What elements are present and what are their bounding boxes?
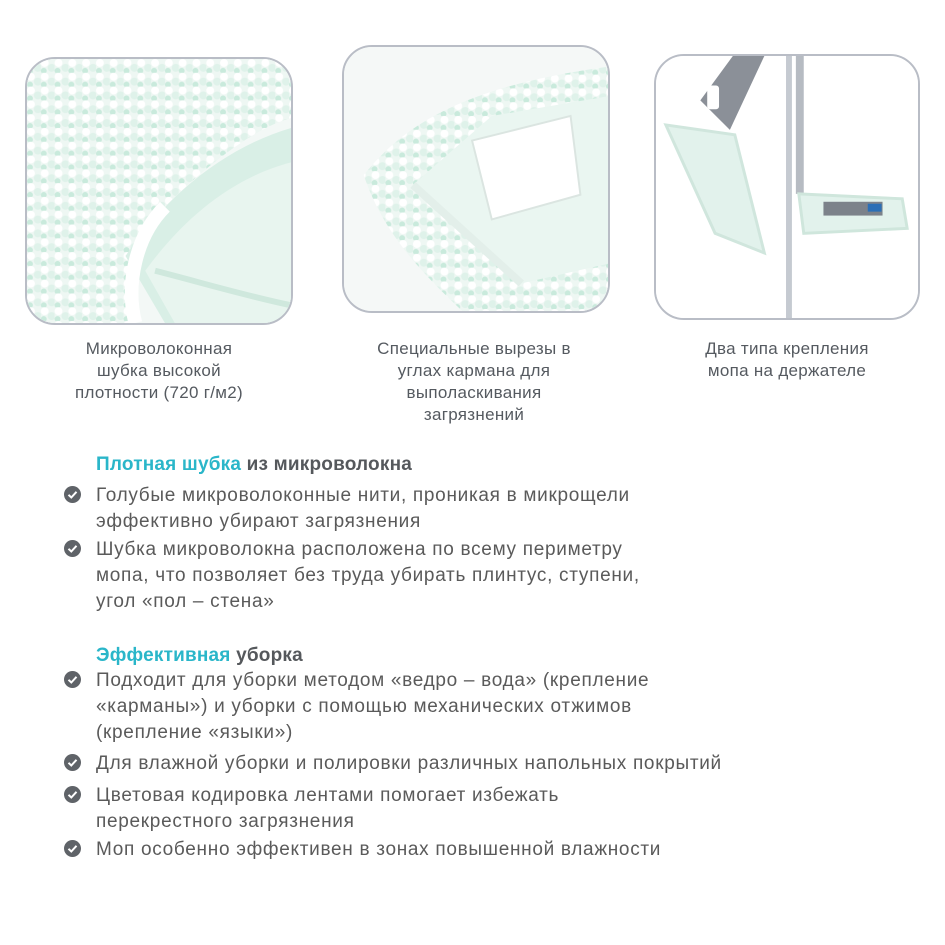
caption-line: шубка высокой bbox=[97, 361, 221, 380]
image-frame-fur bbox=[25, 57, 293, 325]
caption-line: мопа на держателе bbox=[707, 361, 867, 380]
list-item-line: «карманы») и уборки с помощью механических отжимов bbox=[96, 696, 632, 717]
list-item-line: эффективно убирают загрязнения bbox=[96, 511, 421, 532]
check-circle-icon bbox=[64, 486, 81, 503]
section-title-rest: уборка bbox=[230, 645, 303, 666]
caption-line: выполаскивания bbox=[406, 383, 542, 402]
list-item-line: Подходит для уборки методом «ведро – вода» (крепление bbox=[96, 670, 650, 691]
mop-pocket-cutouts-image bbox=[344, 47, 608, 311]
image-caption-pocket bbox=[345, 338, 603, 426]
list-item-text bbox=[96, 783, 559, 835]
section-title-rest: из микроволокна bbox=[241, 454, 413, 475]
list-item-text bbox=[96, 837, 661, 863]
caption-line: плотности (720 г/м2) bbox=[74, 383, 243, 402]
check-circle-icon bbox=[64, 840, 81, 857]
list-item-text bbox=[96, 668, 649, 746]
list-item-text bbox=[96, 483, 630, 535]
list-item-text bbox=[96, 751, 722, 777]
section-title-effective-cleaning bbox=[96, 645, 303, 667]
check-circle-icon bbox=[64, 540, 81, 557]
list-item-text bbox=[96, 537, 640, 615]
mop-holder-attachment-image bbox=[656, 56, 918, 318]
list-item-line: Цветовая кодировка лентами помогает избежать bbox=[96, 785, 560, 806]
list-item-line: Для влажной уборки и полировки различных напольных покрытий bbox=[96, 753, 722, 774]
section-title-accent: Плотная шубка bbox=[96, 454, 242, 475]
list-item-line: Голубые микроволоконные нити, проникая в микрощели bbox=[96, 485, 630, 506]
section-title-dense-fur bbox=[96, 454, 412, 476]
caption-line: Специальные вырезы в bbox=[377, 339, 571, 358]
caption-line: загрязнений bbox=[423, 405, 525, 424]
caption-line: углах кармана для bbox=[397, 361, 551, 380]
list-item-line: мопа, что позволяет без труда убирать плинтус, ступени, bbox=[96, 565, 640, 586]
image-caption-holder bbox=[658, 338, 916, 382]
check-circle-icon bbox=[64, 754, 81, 771]
list-item-line: угол «пол – стена» bbox=[96, 591, 275, 612]
check-circle-icon bbox=[64, 786, 81, 803]
image-caption-fur bbox=[30, 338, 288, 404]
mop-fur-closeup-image bbox=[27, 59, 291, 323]
list-item-line: Моп особенно эффективен в зонах повышенной влажности bbox=[96, 839, 662, 860]
check-circle-icon bbox=[64, 671, 81, 688]
list-item-line: перекрестного загрязнения bbox=[96, 811, 355, 832]
section-title-accent: Эффективная bbox=[96, 645, 231, 666]
image-frame-holder bbox=[654, 54, 920, 320]
list-item-line: (крепление «языки») bbox=[96, 722, 294, 743]
caption-line: Микроволоконная bbox=[85, 339, 233, 358]
image-frame-pocket bbox=[342, 45, 610, 313]
list-item-line: Шубка микроволокна расположена по всему периметру bbox=[96, 539, 623, 560]
caption-line: Два типа крепления bbox=[705, 339, 869, 358]
